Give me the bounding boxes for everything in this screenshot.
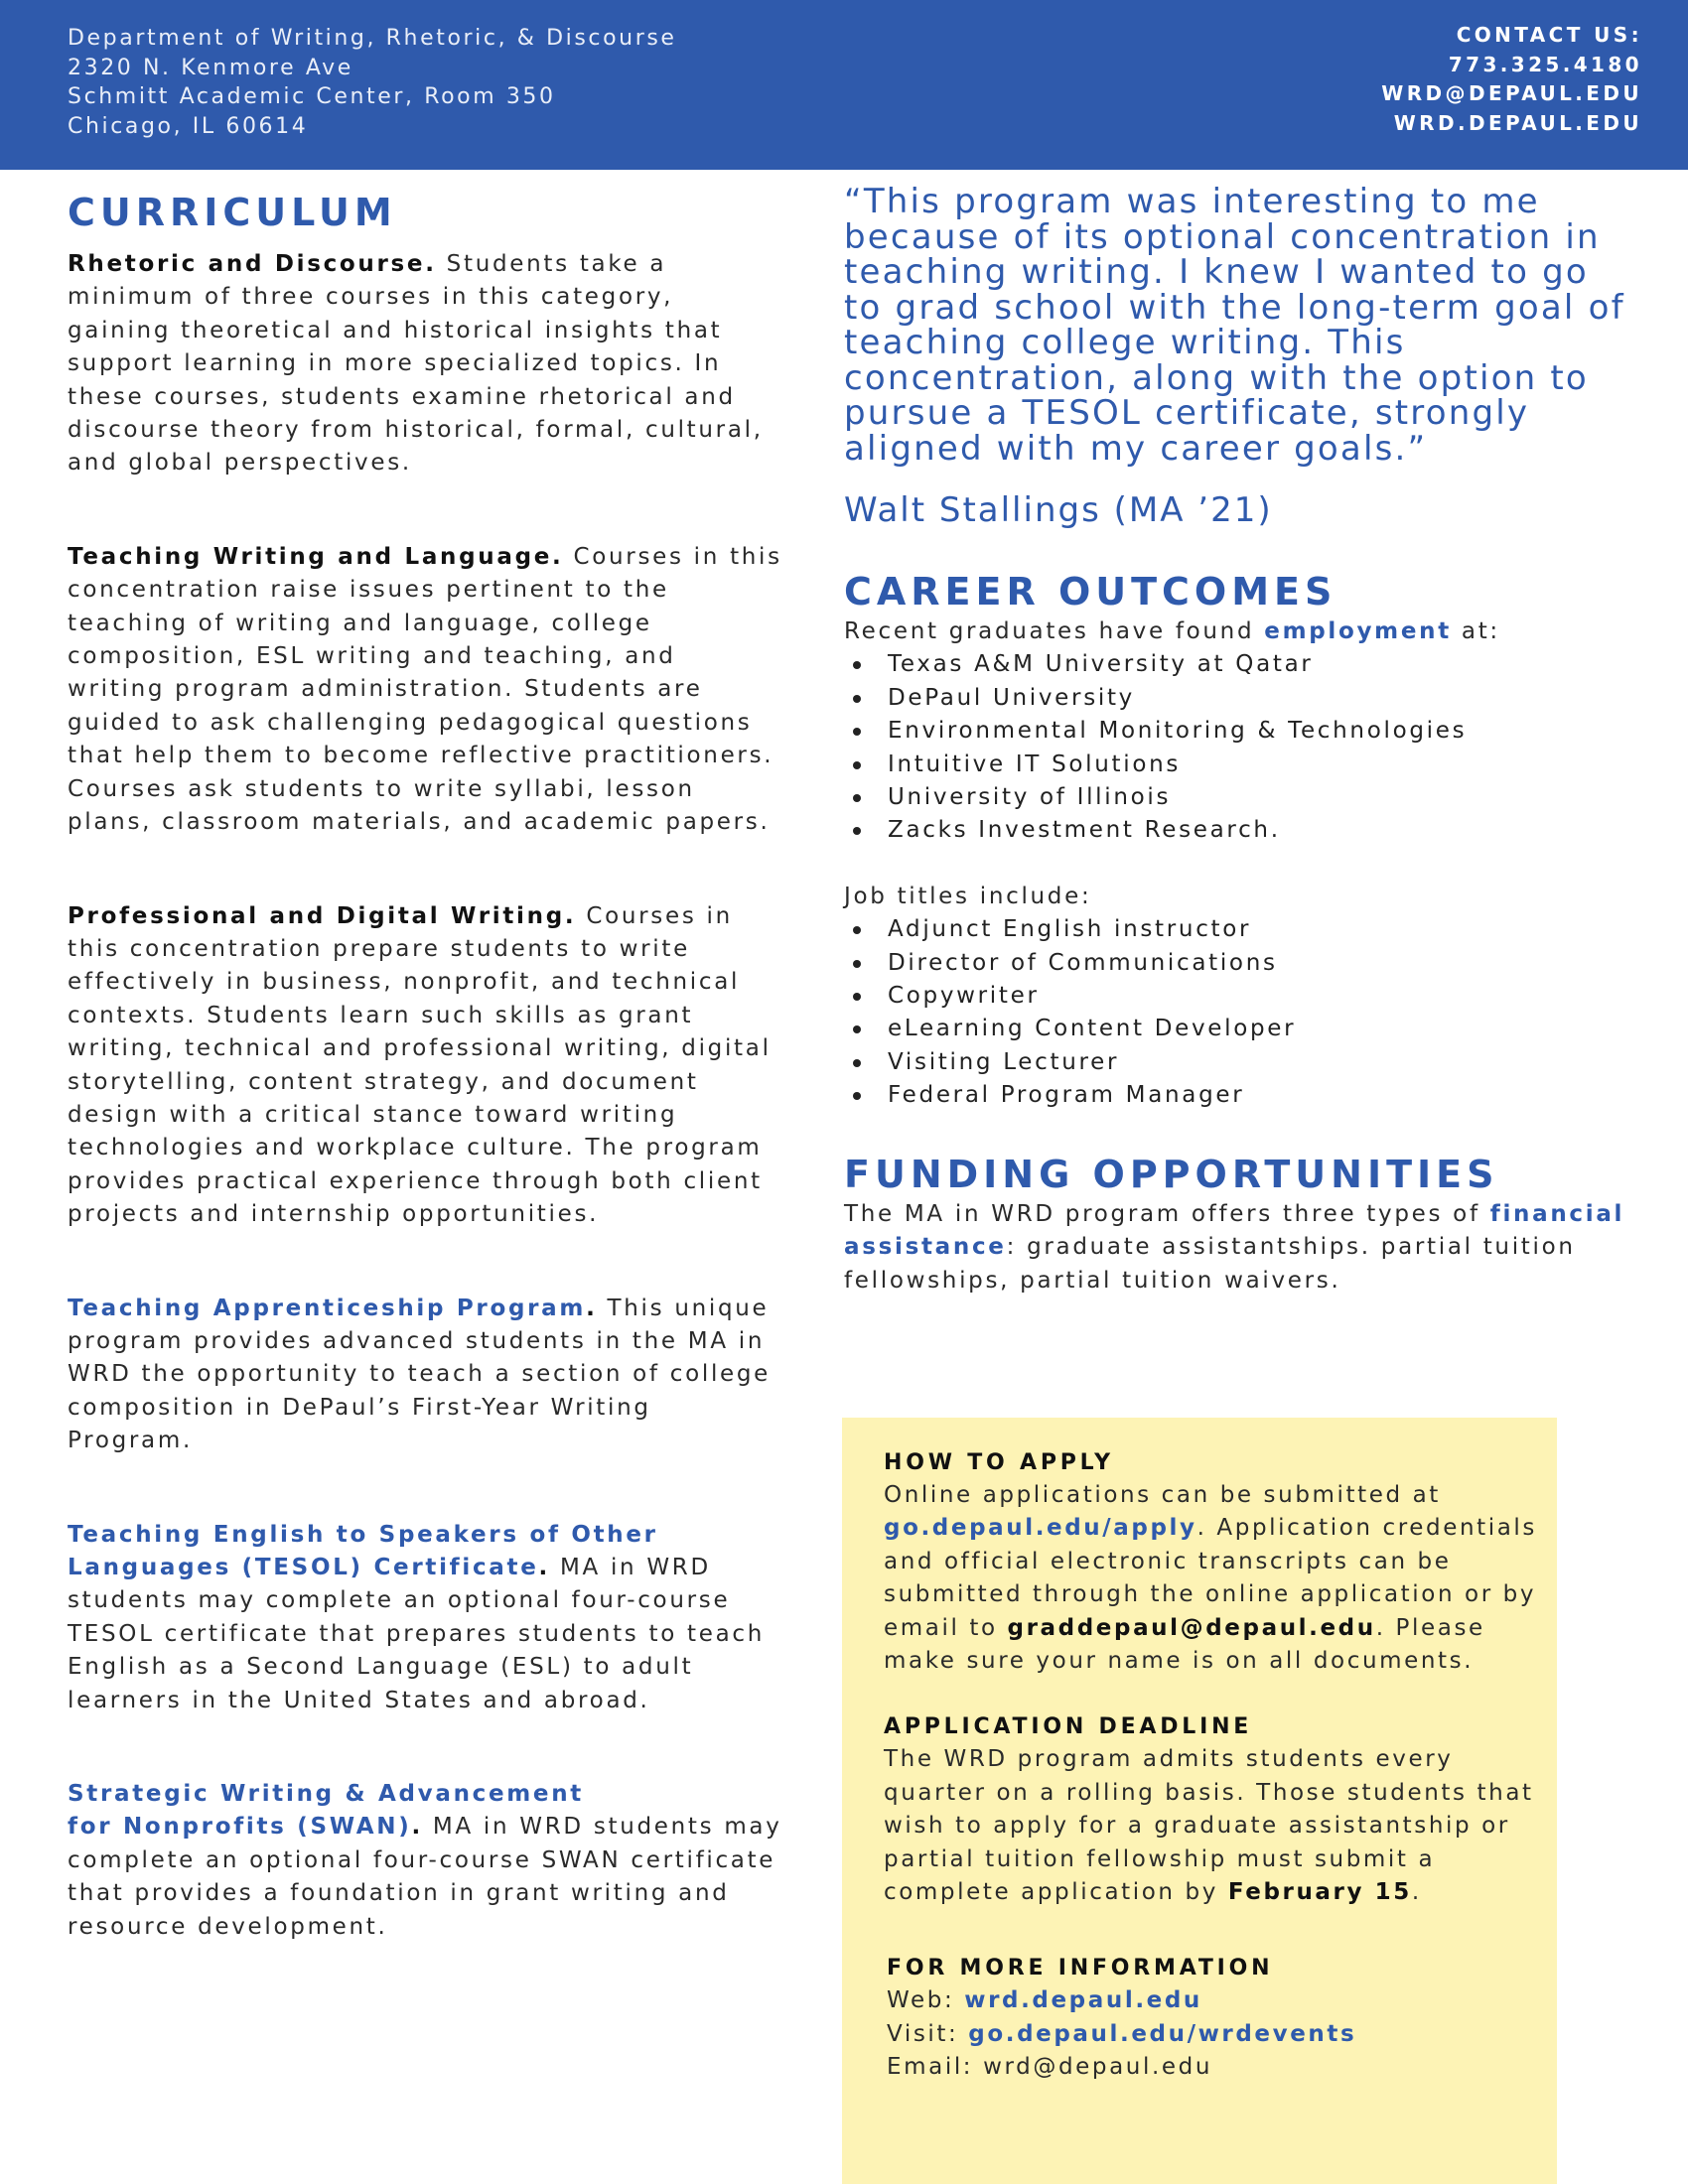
tesol-text: MA in WRD students may complete an optional four-course TESOL certificate that prepares students to teach English as a Second Language (ESL) to adult learners in the United States and abroad. — [68, 1555, 765, 1713]
visit-line — [887, 2018, 1539, 2051]
apprenticeship-text: This unique program provides advanced students in the MA in WRD the opportunity to teach a section of college composition in DePaul’s First-Year Writing Program. — [68, 1295, 772, 1454]
swan-lead-line1[interactable]: Strategic Writing & Advancement — [68, 1781, 585, 1808]
career-intro-text: Recent graduates have found — [844, 618, 1265, 644]
professional-paragraph — [68, 900, 782, 1232]
swan-lead-line2[interactable]: for Nonprofits (SWAN) — [68, 1814, 412, 1841]
web-link[interactable]: wrd.depaul.edu — [964, 1987, 1202, 2014]
list-item: Adjunct English instructor — [844, 913, 1628, 946]
email-link[interactable]: wrd@depaul.edu — [983, 2054, 1212, 2081]
financial-assistance-link[interactable]: financial assistance — [844, 1200, 1625, 1261]
more-info-heading: FOR MORE INFORMATION — [887, 1956, 1274, 1981]
curriculum-column — [68, 189, 782, 1944]
deadline-date: February 15 — [1227, 1879, 1412, 1906]
funding-text-end: : graduate assistantships. partial tuition fellowships, partial tuition waivers. — [844, 1234, 1576, 1294]
list-item: Director of Communications — [844, 947, 1628, 980]
tesol-dot: . — [538, 1555, 550, 1580]
how-to-apply-paragraph — [884, 1479, 1539, 1678]
rhetoric-lead: Rhetoric and Discourse. — [68, 251, 437, 277]
address-line: Chicago, IL 60614 — [68, 113, 309, 139]
address-line: Department of Writing, Rhetoric, & Discourse — [68, 26, 677, 51]
grad-email-link[interactable]: graddepaul@depaul.edu — [1007, 1614, 1376, 1641]
web-line — [887, 1984, 1539, 2017]
employer-list — [844, 648, 1628, 847]
list-item: Environmental Monitoring & Technologies — [844, 715, 1628, 748]
department-address — [68, 24, 677, 141]
list-item: Zacks Investment Research. — [844, 814, 1628, 847]
rhetoric-text: Students take a minimum of three courses in this category, gaining theoretical and historical insights that support learning in more specialized topics. In these courses, students examine rhetorical and discourse theory from historical, formal, cultural, and global perspectives. — [68, 251, 764, 477]
how-to-apply-heading: HOW TO APPLY — [884, 1450, 1114, 1475]
web-label: Web: — [887, 1987, 965, 2014]
swan-paragraph — [68, 1778, 782, 1944]
right-column — [844, 182, 1628, 1297]
teaching-text: Courses in this concentration raise issues pertinent to the teaching of writing and language, college composition, ESL writing and teaching, and writing program administration. Students are guided to ask challenging pedagogical questions that help them to become reflective practitioners. Courses ask students to write syllabi, lesson plans, classroom materials, and academic papers. — [68, 543, 782, 836]
deadline-heading: APPLICATION DEADLINE — [884, 1714, 1253, 1740]
professional-text: Courses in this concentration prepare students to write effectively in business, nonprofit, and technical contexts. Students learn such skills as grant writing, technical and professional writing, digital storytelling, content strategy, and document design with a critical stance toward writing technologies and workplace culture. The program provides practical experience through both client projects and internship opportunities. — [68, 902, 772, 1228]
teaching-lead: Teaching Writing and Language. — [68, 543, 564, 570]
contact-phone[interactable]: 773.325.4180 — [1448, 52, 1642, 76]
funding-heading: FUNDING OPPORTUNITIES — [844, 1152, 1499, 1196]
teaching-paragraph — [68, 541, 782, 840]
list-item: Visiting Lecturer — [844, 1046, 1628, 1079]
contact-email-link[interactable]: WRD@DEPAUL.EDU — [1381, 81, 1642, 105]
quote-attribution: Walt Stallings (MA ’21) — [844, 490, 1273, 530]
rhetoric-paragraph — [68, 248, 782, 480]
visit-label: Visit: — [887, 2020, 969, 2047]
contact-label: CONTACT US: — [1456, 23, 1642, 47]
visit-link[interactable]: go.depaul.edu/wrdevents — [968, 2020, 1357, 2047]
list-item: Texas A&M University at Qatar — [844, 648, 1628, 681]
apprenticeship-paragraph — [68, 1293, 782, 1458]
apply-info-box — [842, 1418, 1557, 2184]
swan-text: MA in WRD students may complete an optional four-course SWAN certificate that provides a foundation in grant writing and resource development. — [68, 1814, 782, 1940]
funding-text: The MA in WRD program offers three types of — [844, 1200, 1490, 1227]
email-line — [887, 2051, 1539, 2084]
how-to-apply-text: . Please make sure your name is on all documents. — [884, 1614, 1485, 1675]
tesol-lead[interactable]: Teaching English to Speakers of Other Languages (TESOL) Certificate — [68, 1521, 658, 1580]
list-item: Federal Program Manager — [844, 1079, 1628, 1112]
funding-paragraph — [844, 1198, 1628, 1297]
address-line: 2320 N. Kenmore Ave — [68, 55, 353, 80]
student-quote: “This program was interesting to me because of its optional concentration in teaching writing. I knew I wanted to go to grad school with the long-term goal of teaching college writing. This concentration, along with the option to pursue a TESOL certificate, strongly aligned with my career goals.” — [844, 182, 1625, 469]
how-to-apply-text: . Application credentials and official electronic transcripts can be submitted through the online application or by email to — [884, 1515, 1538, 1641]
list-item: eLearning Content Developer — [844, 1013, 1628, 1045]
deadline-paragraph — [884, 1743, 1539, 1909]
deadline-text: . — [1411, 1879, 1422, 1906]
professional-lead: Professional and Digital Writing. — [68, 902, 577, 929]
list-item: DePaul University — [844, 682, 1628, 715]
address-line: Schmitt Academic Center, Room 350 — [68, 84, 556, 109]
header-banner — [0, 0, 1688, 170]
employment-link[interactable]: employment — [1264, 618, 1452, 644]
list-item: Intuitive IT Solutions — [844, 749, 1628, 781]
jobs-intro: Job titles include: — [844, 883, 1092, 909]
apprenticeship-lead[interactable]: Teaching Apprenticeship Program — [68, 1295, 587, 1321]
email-label: Email: — [887, 2054, 984, 2081]
apply-box-content — [884, 1447, 1539, 2085]
career-intro — [844, 615, 1628, 648]
job-title-list — [844, 913, 1628, 1112]
apprenticeship-dot: . — [586, 1295, 598, 1321]
how-to-apply-text: Online applications can be submitted at — [884, 1482, 1441, 1508]
curriculum-heading: CURRICULUM — [68, 191, 397, 234]
list-item: Copywriter — [844, 980, 1628, 1013]
apply-link[interactable]: go.depaul.edu/apply — [884, 1515, 1197, 1542]
deadline-text: The WRD program admits students every quarter on a rolling basis. Those students that wish to apply for a graduate assistantship or partial tuition fellowship must submit a complete application by — [884, 1746, 1534, 1906]
list-item: University of Illinois — [844, 781, 1628, 814]
career-outcomes-heading: CAREER OUTCOMES — [844, 570, 1337, 614]
contact-block — [1381, 21, 1642, 138]
career-intro-end: at: — [1451, 618, 1500, 644]
swan-dot: . — [411, 1814, 423, 1841]
contact-website-link[interactable]: WRD.DEPAUL.EDU — [1393, 110, 1642, 135]
tesol-paragraph — [68, 1519, 782, 1717]
